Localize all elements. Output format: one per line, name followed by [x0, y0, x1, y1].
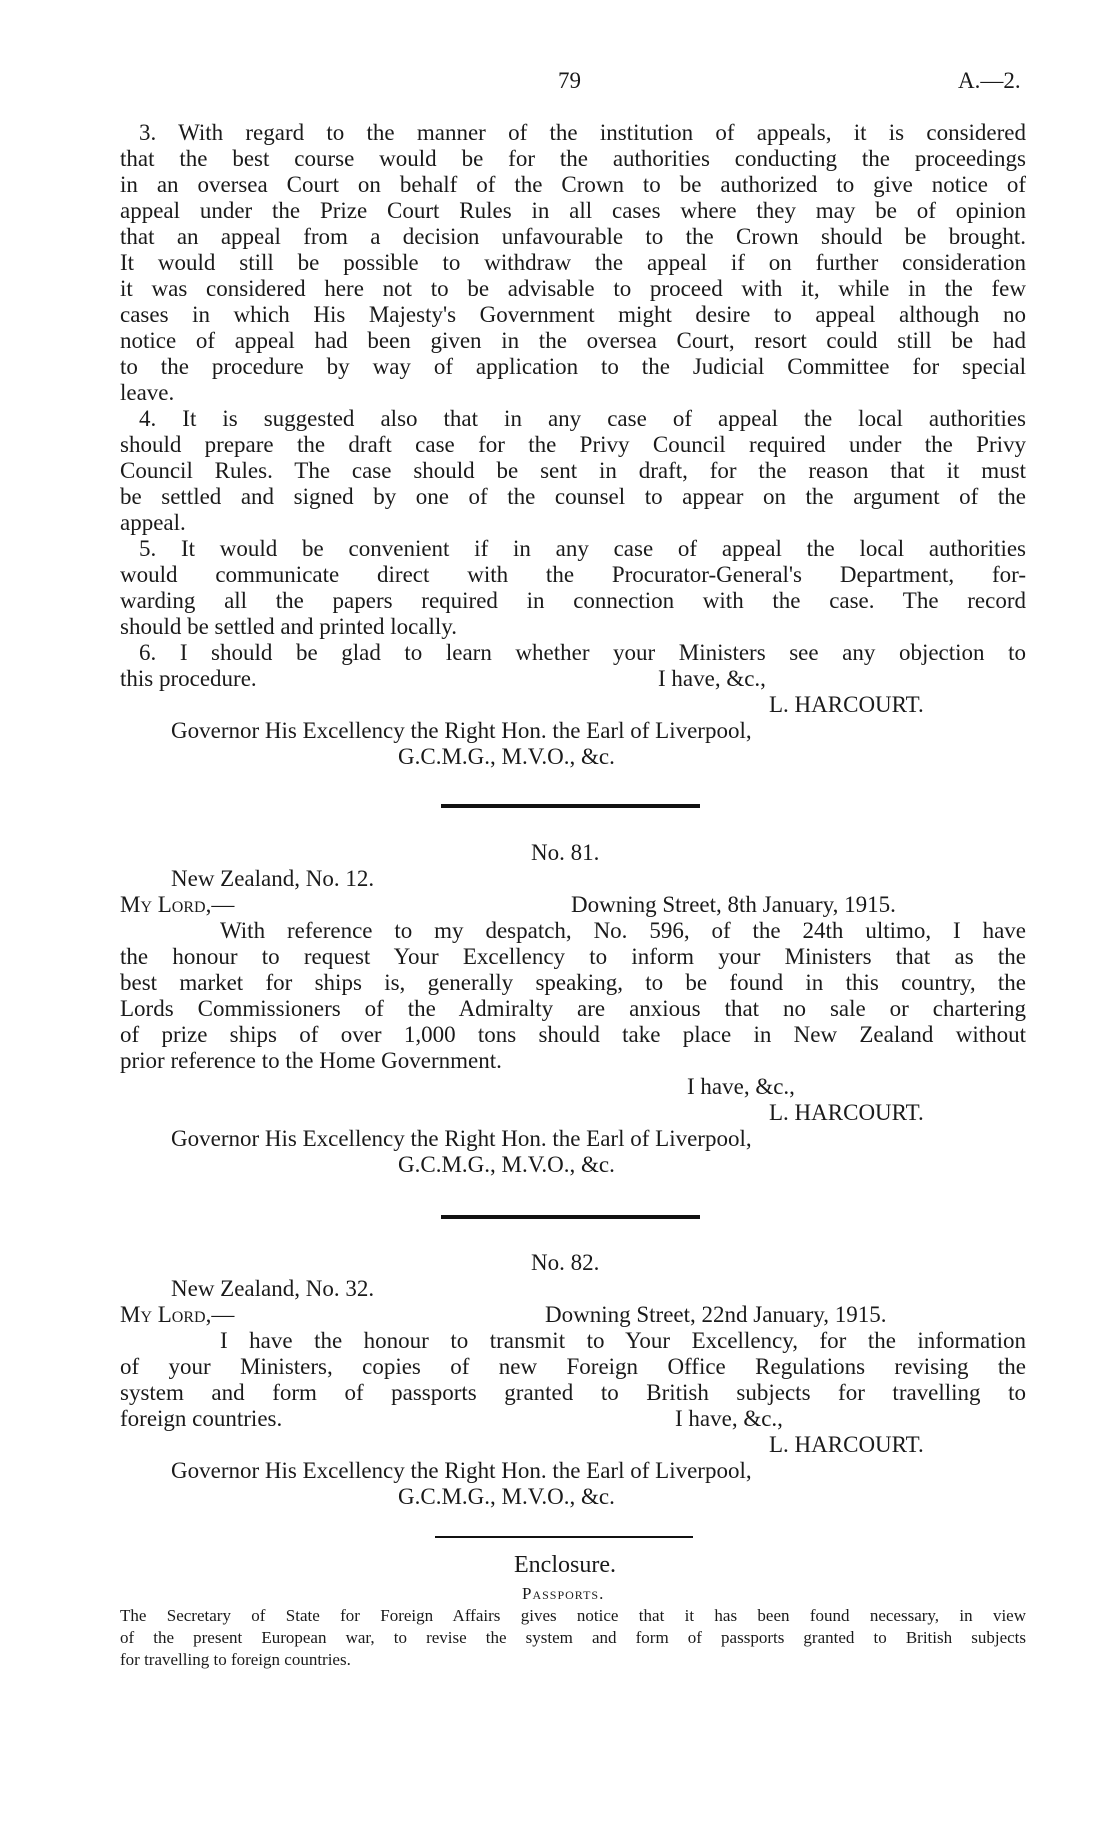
line-text: be settled and signed by one of the counsel to appear on the argument of the	[120, 484, 1026, 509]
text-line	[120, 1048, 1026, 1074]
text-line	[120, 944, 1026, 970]
line-text: I have the honour to transmit to Your Excellency, for the information	[220, 1328, 1026, 1353]
line-text: Governor His Excellency the Right Hon. the Earl of Liverpool,	[171, 1126, 752, 1151]
text-line	[120, 1627, 1026, 1649]
text-line	[120, 458, 1026, 484]
line-text: appeal.	[120, 510, 186, 535]
page-number: 79	[558, 68, 581, 93]
line-text: the honour to request Your Excellency to inform your Ministers that as the	[120, 944, 1026, 969]
enclosure-subtitle: Passports.	[522, 1584, 605, 1603]
line-text: 5. It would be convenient if in any case of appeal the local authorities	[139, 536, 1026, 561]
text-line	[120, 1605, 1026, 1627]
line-text: it was considered here not to be advisable to proceed with it, while in the few	[120, 276, 1026, 301]
text-line	[120, 1328, 1026, 1354]
text-line	[120, 918, 1026, 944]
line-tail-text: I have, &c.,	[675, 1406, 783, 1431]
text-line	[120, 1276, 1026, 1302]
line-text: With reference to my despatch, No. 596, of the 24th ultimo, I have	[220, 918, 1026, 943]
text-line	[120, 354, 1026, 380]
line-tail-text: Downing Street, 22nd January, 1915.	[545, 1302, 887, 1327]
despatch-82	[120, 1276, 1026, 1510]
despatch-81	[120, 866, 1026, 1178]
line-text: warding all the papers required in connection with the case. The record	[120, 588, 1026, 613]
text-line	[120, 1302, 1026, 1328]
text-line	[120, 562, 1026, 588]
text-line	[120, 1100, 1026, 1126]
line-text: notice of appeal had been given in the oversea Court, resort could still be had	[120, 328, 1026, 353]
line-text: G.C.M.G., M.V.O., &c.	[398, 1152, 615, 1177]
line-text: My Lord,—	[120, 1302, 235, 1327]
line-text: that the best course would be for the authorities conducting the proceedings	[120, 146, 1026, 171]
section-divider	[441, 1215, 700, 1219]
line-text: leave.	[120, 380, 175, 405]
text-line	[120, 432, 1026, 458]
text-line	[120, 666, 1026, 692]
line-text: Council Rules. The case should be sent in draft, for the reason that it must	[120, 458, 1026, 483]
line-text: prior reference to the Home Government.	[120, 1048, 502, 1073]
text-line	[120, 224, 1026, 250]
text-line	[120, 510, 1026, 536]
text-line	[120, 692, 1026, 718]
text-line	[120, 1380, 1026, 1406]
text-line	[120, 1649, 1026, 1671]
line-text: It would still be possible to withdraw the appeal if on further consideration	[120, 250, 1026, 275]
text-line	[120, 250, 1026, 276]
text-line	[120, 970, 1026, 996]
text-line	[120, 1022, 1026, 1048]
text-line	[120, 406, 1026, 432]
line-text: I have, &c.,	[687, 1074, 795, 1099]
line-text: of prize ships of over 1,000 tons should take place in New Zealand without	[120, 1022, 1026, 1047]
text-line	[120, 718, 1026, 744]
line-text: New Zealand, No. 12.	[171, 866, 375, 891]
line-text: system and form of passports granted to British subjects for travelling to	[120, 1380, 1026, 1405]
text-line	[120, 172, 1026, 198]
line-text: 6. I should be glad to learn whether your Ministers see any objection to	[139, 640, 1026, 665]
text-line	[120, 120, 1026, 146]
line-text: that an appeal from a decision unfavourable to the Crown should be brought.	[120, 224, 1026, 249]
text-line	[120, 380, 1026, 406]
text-line	[120, 1458, 1026, 1484]
text-line	[120, 892, 1026, 918]
line-text: of the present European war, to revise the system and form of passports granted to British subjects	[120, 1628, 1026, 1647]
line-text: 4. It is suggested also that in any case of appeal the local authorities	[139, 406, 1026, 431]
line-text: New Zealand, No. 32.	[171, 1276, 375, 1301]
despatch-number-81: No. 81.	[531, 840, 600, 865]
text-line	[120, 866, 1026, 892]
enclosure-title: Enclosure.	[514, 1552, 616, 1578]
line-text: should be settled and printed locally.	[120, 614, 458, 639]
line-text: appeal under the Prize Court Rules in all cases where they may be of opinion	[120, 198, 1026, 223]
line-text: of your Ministers, copies of new Foreign Office Regulations revising the	[120, 1354, 1026, 1379]
text-line	[120, 614, 1026, 640]
line-text: Lords Commissioners of the Admiralty are anxious that no sale or chartering	[120, 996, 1026, 1021]
line-text: this procedure.	[120, 666, 257, 691]
line-text: G.C.M.G., M.V.O., &c.	[398, 744, 615, 769]
text-line	[120, 146, 1026, 172]
line-text: Governor His Excellency the Right Hon. the Earl of Liverpool,	[171, 718, 752, 743]
line-text: L. HARCOURT.	[769, 1100, 924, 1125]
line-text: Governor His Excellency the Right Hon. the Earl of Liverpool,	[171, 1458, 752, 1483]
line-tail-text: I have, &c.,	[658, 666, 766, 691]
line-text: 3. With regard to the manner of the institution of appeals, it is considered	[139, 120, 1026, 145]
line-text: L. HARCOURT.	[769, 692, 924, 717]
text-line	[120, 484, 1026, 510]
line-text: to the procedure by way of application to the Judicial Committee for special	[120, 354, 1026, 379]
enclosure-divider	[435, 1536, 693, 1538]
text-line	[120, 744, 1026, 770]
text-line	[120, 302, 1026, 328]
line-text: cases in which His Majesty's Government might desire to appeal although no	[120, 302, 1026, 327]
line-text: L. HARCOURT.	[769, 1432, 924, 1457]
text-line	[120, 996, 1026, 1022]
line-text: The Secretary of State for Foreign Affairs gives notice that it has been found necessary, in view	[120, 1606, 1026, 1625]
line-text: in an oversea Court on behalf of the Crown to be authorized to give notice of	[120, 172, 1026, 197]
line-text: My Lord,—	[120, 892, 235, 917]
text-line	[120, 536, 1026, 562]
despatch-continuation	[120, 120, 1026, 770]
document-reference: A.—2.	[958, 68, 1021, 93]
line-text: best market for ships is, generally speaking, to be found in this country, the	[120, 970, 1026, 995]
text-line	[120, 640, 1026, 666]
text-line	[120, 276, 1026, 302]
line-text: for travelling to foreign countries.	[120, 1650, 351, 1669]
line-text: would communicate direct with the Procurator-General's Department, for-	[120, 562, 1026, 587]
text-line	[120, 1484, 1026, 1510]
text-line	[120, 198, 1026, 224]
text-line	[120, 1152, 1026, 1178]
text-line	[120, 588, 1026, 614]
line-text: should prepare the draft case for the Privy Council required under the Privy	[120, 432, 1026, 457]
text-line	[120, 328, 1026, 354]
section-divider	[441, 804, 700, 808]
text-line	[120, 1432, 1026, 1458]
enclosure-notice	[120, 1605, 1026, 1671]
line-text: G.C.M.G., M.V.O., &c.	[398, 1484, 615, 1509]
text-line	[120, 1074, 1026, 1100]
despatch-number-82: No. 82.	[531, 1250, 600, 1275]
line-tail-text: Downing Street, 8th January, 1915.	[571, 892, 896, 917]
line-text: foreign countries.	[120, 1406, 283, 1431]
text-line	[120, 1354, 1026, 1380]
text-line	[120, 1406, 1026, 1432]
text-line	[120, 1126, 1026, 1152]
